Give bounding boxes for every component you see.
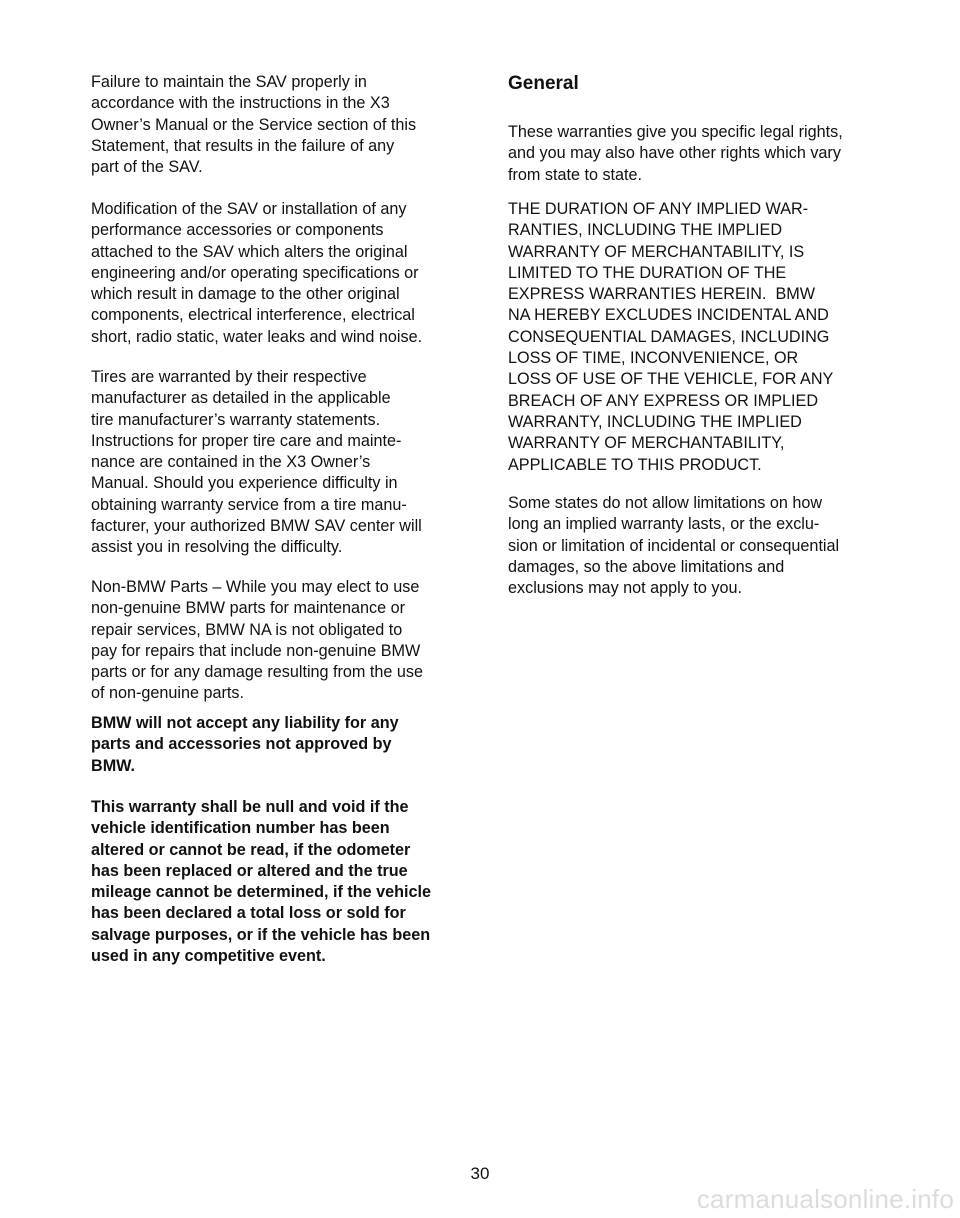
text-line: damages, so the above limitations and (508, 557, 785, 576)
text-line: salvage purposes, or if the vehicle has been (91, 925, 431, 944)
state-limitations-paragraph (508, 493, 888, 599)
text-line: mileage cannot be determined, if the vehicle (91, 883, 432, 902)
text-line: WARRANTY, INCLUDING THE IMPLIED (508, 412, 802, 431)
text-line: has been declared a total loss or sold for (91, 904, 406, 923)
text-line: Instructions for proper tire care and mainte- (91, 431, 402, 450)
text-line: LOSS OF TIME, INCONVENIENCE, OR (508, 349, 799, 368)
text-line: and you may also have other rights which vary (508, 144, 841, 163)
text-line: exclusions may not apply to you. (508, 579, 742, 598)
text-line: parts or for any damage resulting from the use (91, 663, 424, 682)
legal-rights-paragraph (508, 122, 888, 186)
text-line: manufacturer as detailed in the applicable (91, 389, 391, 408)
text-line: Statement, that results in the failure of any (91, 136, 395, 155)
text-line: short, radio static, water leaks and wind noise. (91, 327, 423, 346)
text-line: BMW will not accept any liability for any (91, 714, 399, 732)
text-line: attached to the SAV which alters the original (91, 242, 408, 261)
text-line: nance are contained in the X3 Owner’s (91, 453, 371, 472)
text-line: Failure to maintain the SAV properly in (91, 73, 367, 91)
text-line: THE DURATION OF ANY IMPLIED WAR- (508, 200, 809, 218)
text-line: from state to state. (508, 165, 643, 184)
text-line: altered or cannot be read, if the odometer (91, 840, 411, 859)
page-number: 30 (470, 1164, 490, 1183)
text-line: Owner’s Manual or the Service section of this (91, 115, 417, 134)
text-line: components, electrical interference, electrical (91, 306, 415, 325)
text-line: This warranty shall be null and void if the (91, 798, 409, 816)
liability-notice (91, 713, 471, 777)
text-line: accordance with the instructions in the X3 (91, 94, 390, 113)
text-line: performance accessories or components (91, 221, 384, 240)
text-line: BREACH OF ANY EXPRESS OR IMPLIED (508, 391, 819, 410)
text-line: EXPRESS WARRANTIES HEREIN. BMW (508, 285, 816, 304)
text-line: Modification of the SAV or installation of any (91, 200, 407, 218)
text-line: LIMITED TO THE DURATION OF THE (508, 263, 787, 282)
text-line: non-genuine BMW parts for maintenance or (91, 599, 406, 618)
text-line: WARRANTY OF MERCHANTABILITY, (508, 434, 785, 453)
warranty-void-notice (91, 797, 471, 967)
text-line: Non-BMW Parts – While you may elect to use (91, 578, 420, 596)
text-line: part of the SAV. (91, 158, 203, 177)
text-line: These warranties give you specific legal rights, (508, 123, 843, 141)
non-bmw-parts-paragraph (91, 577, 471, 705)
text-line: engineering and/or operating specifications or (91, 263, 419, 282)
tires-paragraph (91, 367, 471, 559)
text-line: NA HEREBY EXCLUDES INCIDENTAL AND (508, 306, 829, 325)
implied-warranties-disclaimer (508, 199, 888, 476)
modification-paragraph (91, 199, 471, 348)
text-line: used in any competitive event. (91, 947, 326, 966)
text-line: tire manufacturer’s warranty statements. (91, 410, 381, 429)
text-line: Tires are warranted by their respective (91, 368, 367, 386)
section-heading-general: General (508, 73, 579, 94)
text-line: pay for repairs that include non-genuine BMW (91, 641, 421, 660)
text-line: CONSEQUENTIAL DAMAGES, INCLUDING (508, 327, 830, 346)
text-line: Manual. Should you experience difficulty in (91, 474, 398, 493)
text-line: which result in damage to the other original (91, 285, 400, 304)
maintenance-failure-paragraph (91, 72, 471, 178)
text-line: has been replaced or altered and the true (91, 861, 408, 880)
text-line: Some states do not allow limitations on how (508, 494, 823, 512)
text-line: WARRANTY OF MERCHANTABILITY, IS (508, 242, 805, 261)
text-line: parts and accessories not approved by (91, 735, 392, 754)
text-line: repair services, BMW NA is not obligated to (91, 620, 403, 639)
text-line: facturer, your authorized BMW SAV center will (91, 517, 422, 536)
text-line: vehicle identification number has been (91, 819, 390, 838)
text-line: long an implied warranty lasts, or the exclu- (508, 515, 820, 534)
text-line: RANTIES, INCLUDING THE IMPLIED (508, 221, 783, 240)
text-line: sion or limitation of incidental or consequential (508, 536, 840, 555)
text-line: BMW. (91, 756, 136, 775)
watermark: carmanualsonline.info (696, 1184, 954, 1214)
text-line: APPLICABLE TO THIS PRODUCT. (508, 455, 762, 474)
text-line: of non-genuine parts. (91, 684, 244, 703)
text-line: assist you in resolving the difficulty. (91, 538, 343, 557)
text-line: obtaining warranty service from a tire manu- (91, 495, 407, 514)
text-line: LOSS OF USE OF THE VEHICLE, FOR ANY (508, 370, 834, 389)
